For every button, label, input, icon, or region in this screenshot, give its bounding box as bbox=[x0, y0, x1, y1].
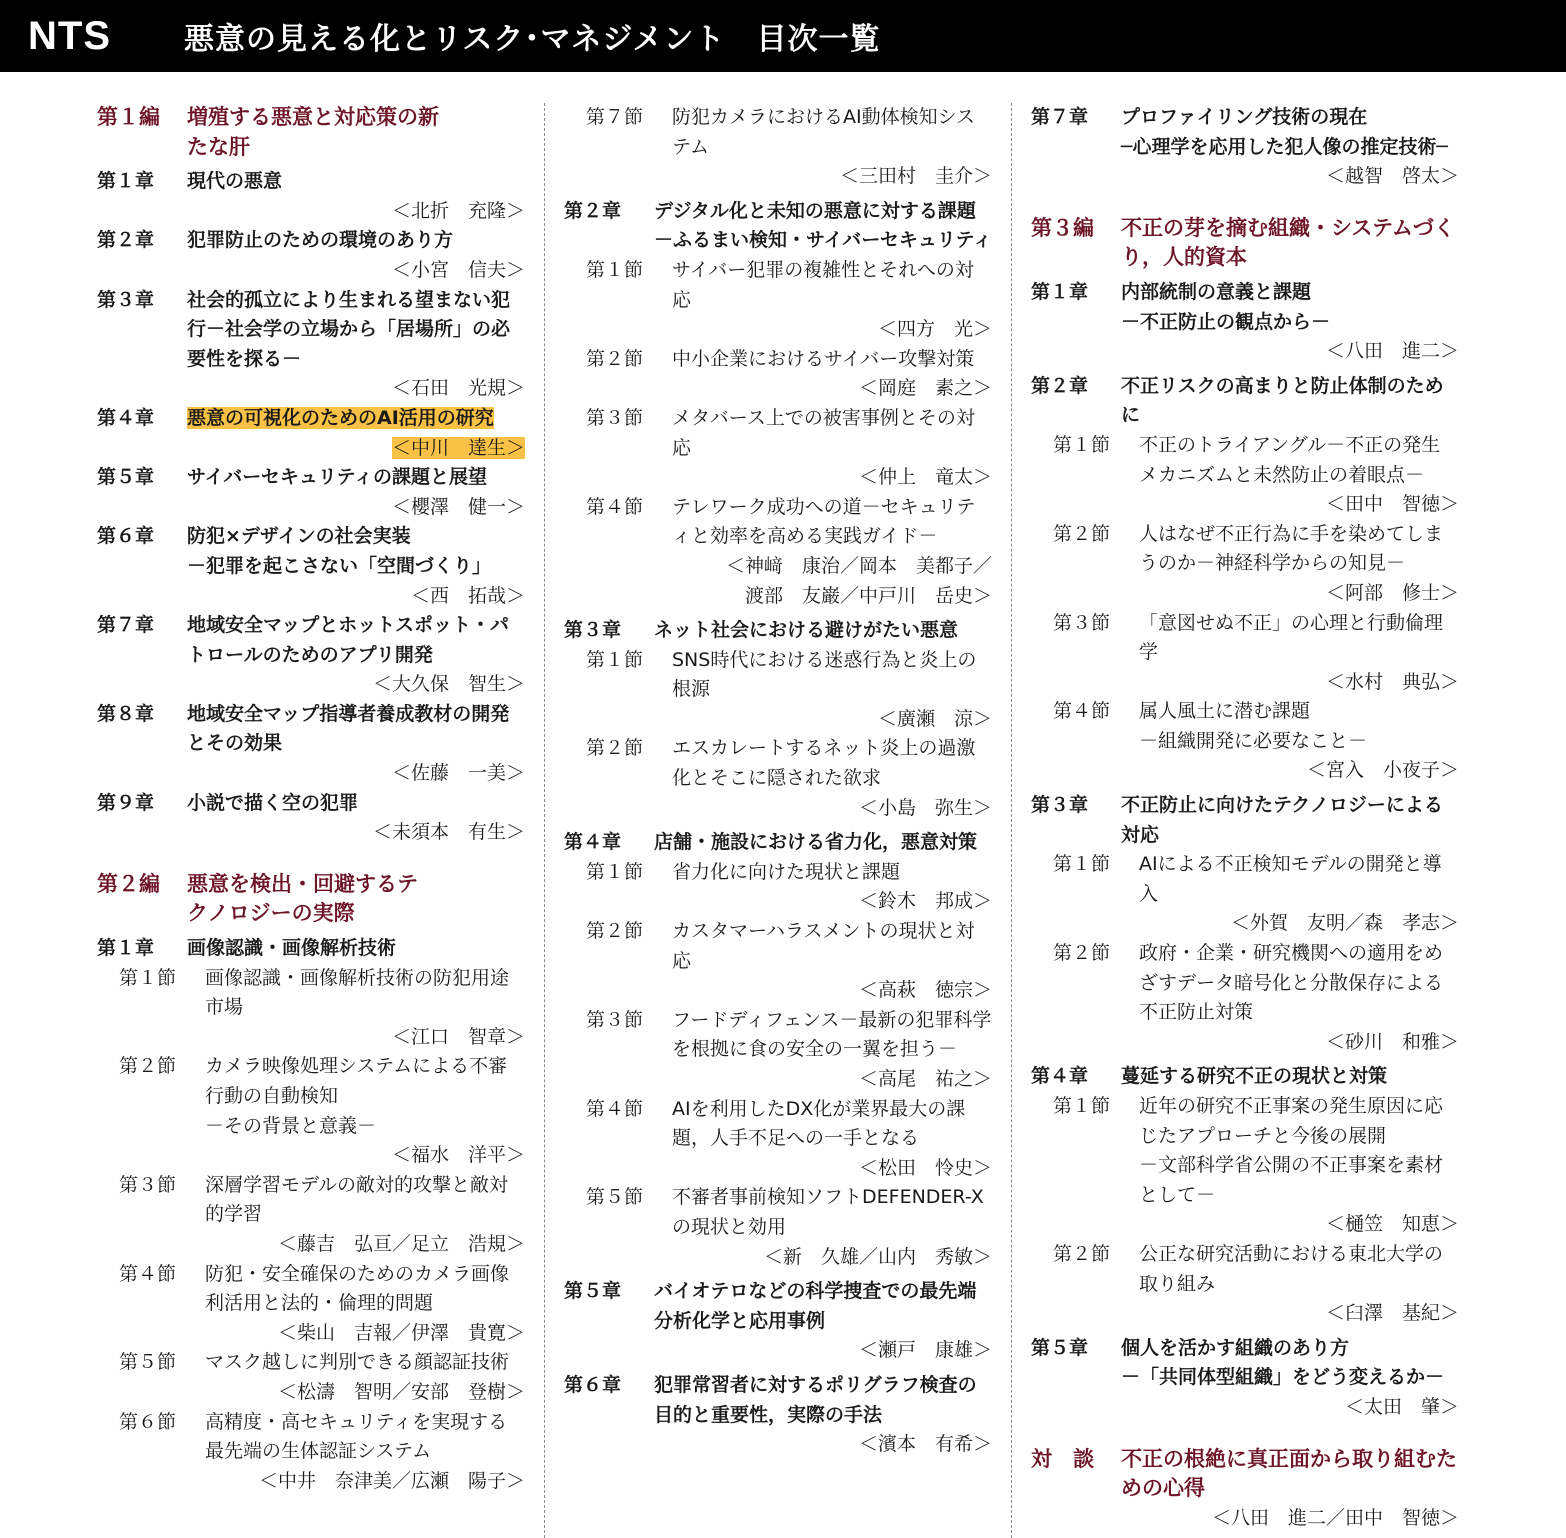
author: ＜田中 智徳＞ bbox=[1325, 493, 1459, 516]
chapter-label: 第３章 bbox=[97, 288, 155, 311]
section-entry bbox=[564, 917, 992, 976]
section-title: エスカレートするネット炎上の過激化とそこに隠された欲求 bbox=[672, 737, 976, 790]
section-title: 省力化に向けた現状と課題 bbox=[672, 860, 901, 883]
chapter-title: プロファイリング技術の現在 bbox=[1121, 106, 1368, 128]
chapter-label: 第９章 bbox=[97, 791, 155, 814]
chapter-title: 画像認識・画像解析技術 bbox=[187, 937, 397, 960]
chapter-label: 第１章 bbox=[97, 170, 155, 193]
section-entry bbox=[564, 1183, 992, 1242]
author: ＜廣瀬 涼＞ bbox=[877, 707, 992, 730]
section-label: 第２節 bbox=[586, 737, 644, 760]
chapter-title: 地域安全マップとホットスポット・パトロールのためのアプリ開発 bbox=[187, 614, 510, 666]
chapter-subtitle: －不正防止の観点から－ bbox=[1121, 310, 1331, 333]
chapter-entry bbox=[97, 167, 525, 197]
author: ＜小島 弥生＞ bbox=[858, 796, 992, 819]
chapter-title: 犯罪常習者に対するポリグラフ検査の目的と重要性，実際の手法 bbox=[654, 1373, 977, 1426]
section-title: マスク越しに判別できる顔認証技術 bbox=[205, 1351, 510, 1374]
section-subtitle: －組織開発に必要なこと－ bbox=[1139, 729, 1368, 752]
author: ＜濱本 有希＞ bbox=[858, 1433, 992, 1456]
chapter-entry bbox=[97, 700, 525, 759]
chapter-title: 不正防止に向けたテクノロジーによる対応 bbox=[1121, 794, 1443, 846]
section-label: 第１節 bbox=[1053, 433, 1111, 456]
author: ＜松田 怜史＞ bbox=[858, 1156, 992, 1179]
section-title: 政府・企業・研究機関への適用をめざすデータ暗号化と分散保存による不正防止対策 bbox=[1139, 942, 1444, 1024]
section-entry bbox=[1031, 1092, 1459, 1210]
chapter-title: サイバーセキュリティの課題と展望 bbox=[187, 466, 488, 489]
author: ＜宮入 小夜子＞ bbox=[1306, 759, 1459, 782]
section-title: 防犯・安全確保のためのカメラ画像利活用と法的・倫理的問題 bbox=[205, 1262, 510, 1315]
chapter-entry bbox=[1031, 1062, 1459, 1092]
chapter-label: 第５章 bbox=[1031, 1336, 1089, 1359]
author: ＜砂川 和雅＞ bbox=[1325, 1030, 1459, 1053]
author: ＜樋笠 知恵＞ bbox=[1325, 1213, 1459, 1236]
taidan-heading bbox=[1031, 1445, 1459, 1504]
section-entry bbox=[564, 1095, 992, 1154]
section-label: 第２節 bbox=[586, 347, 644, 370]
author: ＜松濤 智明／安部 登樹＞ bbox=[277, 1380, 525, 1403]
chapter-title: ネット社会における避けがたい悪意 bbox=[654, 619, 959, 642]
chapter-title: 内部統制の意義と課題 bbox=[1121, 280, 1312, 303]
author: ＜北折 充隆＞ bbox=[391, 199, 525, 222]
section-entry bbox=[564, 345, 992, 375]
section-label: 第１節 bbox=[1053, 1095, 1111, 1117]
chapter-entry bbox=[97, 226, 525, 256]
author: ＜八田 進二／田中 智徳＞ bbox=[1211, 1506, 1459, 1529]
author: ＜大久保 智生＞ bbox=[372, 673, 525, 696]
section-label: 第３節 bbox=[586, 406, 644, 429]
chapter-title: 店舗・施設における省力化，悪意対策 bbox=[654, 831, 978, 854]
chapter-label: 第４章 bbox=[564, 831, 622, 854]
chapter-entry bbox=[1031, 103, 1459, 162]
part-title: 悪意を検出・回避するテクノロジーの実際 bbox=[187, 871, 418, 926]
chapter-entry bbox=[97, 286, 525, 375]
section-title: 画像認識・画像解析技術の防犯用途市場 bbox=[205, 966, 510, 1019]
chapter-label: 第７章 bbox=[1031, 106, 1089, 128]
section-title: フードディフェンス－最新の犯罪科学を根拠に食の安全の一翼を担う－ bbox=[672, 1008, 992, 1061]
section-title: 人はなぜ不正行為に手を染めてしまうのか－神経科学からの知見－ bbox=[1139, 522, 1444, 575]
section-title: SNS時代における迷惑行為と炎上の根源 bbox=[672, 648, 977, 701]
section-subtitle: －文部科学省公開の不正事案を素材として－ bbox=[1139, 1154, 1444, 1206]
section-title: 高精度・高セキュリティを実現する最先端の生体認証システム bbox=[205, 1410, 508, 1463]
section-entry bbox=[1031, 609, 1459, 668]
column-divider bbox=[544, 103, 545, 1538]
author: ＜石田 光規＞ bbox=[391, 377, 525, 400]
section-entry bbox=[1031, 939, 1459, 1028]
section-label: 第１節 bbox=[586, 860, 644, 883]
section-title: テレワーク成功への道－セキュリティと効率を高める実践ガイド－ bbox=[672, 495, 976, 548]
part-heading bbox=[97, 103, 525, 162]
chapter-label: 第３章 bbox=[1031, 794, 1089, 817]
section-entry bbox=[564, 103, 992, 162]
part-heading bbox=[97, 870, 525, 929]
author: ＜鈴木 邦成＞ bbox=[858, 890, 992, 913]
author: ＜中井 奈津美／広瀬 陽子＞ bbox=[258, 1469, 525, 1492]
section-entry bbox=[564, 858, 992, 888]
chapter-entry-highlighted bbox=[97, 404, 525, 434]
chapter-label: 第４章 bbox=[1031, 1065, 1089, 1088]
section-title: メタバース上での被害事例とその対応 bbox=[672, 406, 975, 459]
section-label: 第２節 bbox=[586, 920, 644, 943]
chapter-entry bbox=[564, 828, 992, 858]
section-title: 「意図せぬ不正」の心理と行動倫理学 bbox=[1139, 611, 1444, 664]
section-entry bbox=[1031, 697, 1459, 756]
section-entry bbox=[1031, 431, 1459, 490]
author: ＜外賀 友明／森 孝志＞ bbox=[1230, 912, 1459, 935]
taidan-title: 不正の根絶に真正面から取り組むための心得 bbox=[1121, 1446, 1457, 1501]
chapter-subtitle: －犯罪を起こさない「空間づくり」 bbox=[187, 554, 492, 577]
author: 渡部 友巌／中戸川 岳史＞ bbox=[744, 584, 992, 607]
author: ＜岡庭 素之＞ bbox=[858, 377, 992, 400]
chapter-entry bbox=[97, 611, 525, 670]
author: ＜三田村 圭介＞ bbox=[839, 165, 992, 188]
section-label: 第２節 bbox=[119, 1055, 177, 1078]
section-label: 第３節 bbox=[586, 1008, 644, 1031]
section-title: カメラ映像処理システムによる不審行動の自動検知 bbox=[205, 1055, 508, 1107]
section-title: 不審者事前検知ソフトDEFENDER-Xの現状と効用 bbox=[672, 1186, 984, 1238]
section-subtitle: －その背景と意義－ bbox=[205, 1114, 377, 1137]
section-entry bbox=[564, 493, 992, 552]
chapter-entry bbox=[564, 1371, 992, 1430]
chapter-entry bbox=[564, 1277, 992, 1336]
chapter-entry bbox=[564, 197, 992, 256]
section-entry bbox=[97, 1052, 525, 1141]
part-label: 第３編 bbox=[1031, 215, 1094, 240]
chapter-title: 犯罪防止のための環境のあり方 bbox=[187, 229, 454, 252]
chapter-title: 地域安全マップ指導者養成教材の開発とその効果 bbox=[187, 702, 510, 755]
chapter-entry bbox=[97, 789, 525, 819]
author: ＜太田 肇＞ bbox=[1344, 1395, 1459, 1418]
section-label: 第４節 bbox=[1053, 700, 1111, 723]
section-title: 深層学習モデルの敵対的攻撃と敵対的学習 bbox=[205, 1173, 509, 1226]
author: ＜越智 啓太＞ bbox=[1325, 165, 1459, 188]
highlighted-chapter-title: 悪意の可視化のためのAI活用の研究 bbox=[187, 406, 494, 429]
part-label: 第１編 bbox=[97, 105, 160, 129]
section-entry bbox=[97, 1348, 525, 1378]
section-title: 近年の研究不正事案の発生原因に応じたアプローチと今後の展開 bbox=[1139, 1095, 1444, 1147]
column-divider bbox=[1011, 103, 1012, 1538]
author: ＜八田 進二＞ bbox=[1325, 340, 1459, 363]
section-entry bbox=[97, 964, 525, 1023]
section-title: AIを利用したDX化が業界最大の課題，人手不足への一手となる bbox=[672, 1097, 966, 1150]
section-label: 第１節 bbox=[1053, 853, 1111, 876]
author: ＜神﨑 康治／岡本 美都子／ bbox=[725, 554, 992, 577]
author: ＜柴山 吉報／伊澤 貴寛＞ bbox=[277, 1321, 525, 1344]
chapter-title: 個人を活かす組織のあり方 bbox=[1121, 1336, 1350, 1359]
author: ＜小宮 信夫＞ bbox=[391, 258, 525, 281]
chapter-entry bbox=[1031, 1334, 1459, 1393]
section-label: 第２節 bbox=[1053, 522, 1111, 545]
section-label: 第１節 bbox=[586, 258, 644, 281]
author: ＜西 拓哉＞ bbox=[410, 584, 525, 607]
author: ＜高尾 祐之＞ bbox=[858, 1068, 992, 1090]
section-label: 第７節 bbox=[586, 106, 644, 128]
section-title: 属人風土に潜む課題 bbox=[1139, 700, 1311, 723]
author: ＜福水 洋平＞ bbox=[391, 1144, 525, 1167]
chapter-label: 第８章 bbox=[97, 702, 155, 725]
author: ＜櫻澤 健一＞ bbox=[391, 495, 525, 518]
section-title: カスタマーハラスメントの現状と対応 bbox=[672, 920, 975, 972]
section-entry bbox=[97, 1260, 525, 1319]
taidan-label: 対 談 bbox=[1031, 1446, 1094, 1471]
author: ＜高萩 徳宗＞ bbox=[858, 979, 992, 1002]
section-label: 第２節 bbox=[1053, 942, 1111, 965]
toc-column-1 bbox=[97, 103, 525, 1496]
section-title: 中小企業におけるサイバー攻撃対策 bbox=[672, 347, 975, 370]
section-label: 第５節 bbox=[586, 1186, 644, 1209]
section-label: 第３節 bbox=[1053, 611, 1111, 634]
section-title: 不正のトライアングル－不正の発生メカニズムと未然防止の着眼点－ bbox=[1139, 433, 1441, 486]
header-bar bbox=[0, 0, 1566, 72]
author: ＜新 久雄／山内 秀敏＞ bbox=[763, 1245, 992, 1268]
chapter-title: 防犯×デザインの社会実装 bbox=[187, 525, 411, 548]
part-heading bbox=[1031, 214, 1459, 273]
chapter-label: 第６章 bbox=[564, 1373, 622, 1396]
chapter-title: バイオテロなどの科学捜査での最先端分析化学と応用事例 bbox=[654, 1280, 977, 1332]
chapter-title: 蔓延する研究不正の現状と対策 bbox=[1121, 1065, 1388, 1088]
section-entry bbox=[564, 256, 992, 315]
highlighted-author: ＜中川 達生＞ bbox=[391, 436, 525, 459]
part-title: 不正の芽を摘む組織・システムづくり，人的資本 bbox=[1121, 215, 1455, 270]
section-entry bbox=[1031, 1240, 1459, 1299]
section-label: 第４節 bbox=[119, 1262, 177, 1285]
toc-column-2 bbox=[564, 103, 992, 1460]
page-title: 悪意の見える化とリスク･マネジメント 目次一覧 bbox=[184, 22, 881, 57]
section-entry bbox=[97, 1171, 525, 1230]
author: ＜阿部 修士＞ bbox=[1325, 581, 1459, 604]
section-label: 第２節 bbox=[1053, 1242, 1111, 1265]
chapter-label: 第５章 bbox=[564, 1280, 622, 1303]
chapter-label: 第３章 bbox=[564, 619, 622, 642]
chapter-label: 第１章 bbox=[1031, 280, 1089, 303]
author: ＜江口 智章＞ bbox=[391, 1025, 525, 1048]
chapter-title: 不正リスクの高まりと防止体制のために bbox=[1121, 374, 1444, 427]
chapter-label: 第２章 bbox=[564, 199, 622, 222]
author: ＜未須本 有生＞ bbox=[372, 821, 525, 844]
chapter-label: 第５章 bbox=[97, 466, 155, 489]
chapter-subtitle: ─心理学を応用した犯人像の推定技術─ bbox=[1121, 135, 1448, 158]
chapter-subtitle: －「共同体型組織」をどう変えるか－ bbox=[1121, 1366, 1445, 1389]
chapter-title: 現代の悪意 bbox=[187, 170, 283, 193]
chapter-entry bbox=[1031, 372, 1459, 431]
chapter-label: 第４章 bbox=[97, 406, 155, 429]
part-label: 第２編 bbox=[97, 871, 160, 896]
part-title: 増殖する悪意と対応策の新たな肝 bbox=[187, 105, 439, 159]
section-title: サイバー犯罪の複雑性とそれへの対応 bbox=[672, 258, 974, 311]
author: ＜藤吉 弘亘／足立 浩規＞ bbox=[277, 1232, 525, 1255]
author: ＜水村 典弘＞ bbox=[1325, 670, 1459, 693]
chapter-title: 小説で描く空の犯罪 bbox=[187, 791, 359, 814]
section-entry bbox=[1031, 850, 1459, 909]
chapter-entry bbox=[97, 463, 525, 493]
chapter-entry bbox=[564, 616, 992, 646]
chapter-title: デジタル化と未知の悪意に対する課題 －ふるまい検知・サイバーセキュリティ bbox=[654, 199, 993, 252]
author: ＜四方 光＞ bbox=[877, 318, 992, 341]
section-label: 第３節 bbox=[119, 1173, 177, 1196]
toc-column-3 bbox=[1031, 103, 1459, 1533]
chapter-label: 第７章 bbox=[97, 614, 155, 637]
author: ＜瀬戸 康雄＞ bbox=[858, 1339, 992, 1362]
chapter-label: 第２章 bbox=[97, 229, 155, 252]
chapter-entry bbox=[97, 522, 525, 581]
chapter-entry bbox=[97, 934, 525, 964]
section-label: 第４節 bbox=[586, 495, 644, 518]
section-label: 第１節 bbox=[586, 648, 644, 671]
section-label: 第４節 bbox=[586, 1097, 644, 1120]
section-title: 防犯カメラにおけるAI動体検知システム bbox=[672, 106, 976, 158]
chapter-label: 第１章 bbox=[97, 937, 155, 960]
chapter-label: 第２章 bbox=[1031, 374, 1089, 397]
section-entry bbox=[564, 404, 992, 463]
chapter-label: 第６章 bbox=[97, 525, 155, 548]
section-entry bbox=[564, 646, 992, 705]
nts-logo: NTS bbox=[28, 13, 111, 58]
author: ＜仲上 竜太＞ bbox=[858, 466, 992, 489]
section-entry bbox=[564, 734, 992, 793]
author: ＜臼澤 基紀＞ bbox=[1325, 1302, 1459, 1325]
section-title: 公正な研究活動における東北大学の取り組み bbox=[1139, 1242, 1444, 1295]
section-label: 第５節 bbox=[119, 1351, 177, 1374]
section-entry bbox=[1031, 520, 1459, 579]
chapter-entry bbox=[1031, 278, 1459, 337]
chapter-title: 社会的孤立により生まれる望まない犯行－社会学の立場から「居場所」の必要性を探る－ bbox=[187, 288, 511, 370]
section-label: 第１節 bbox=[119, 966, 177, 989]
section-entry bbox=[564, 1006, 992, 1065]
section-entry bbox=[97, 1408, 525, 1467]
author: ＜佐藤 一美＞ bbox=[391, 762, 525, 785]
section-title: AIによる不正検知モデルの開発と導入 bbox=[1139, 853, 1442, 905]
section-label: 第６節 bbox=[119, 1410, 177, 1433]
chapter-entry bbox=[1031, 791, 1459, 850]
